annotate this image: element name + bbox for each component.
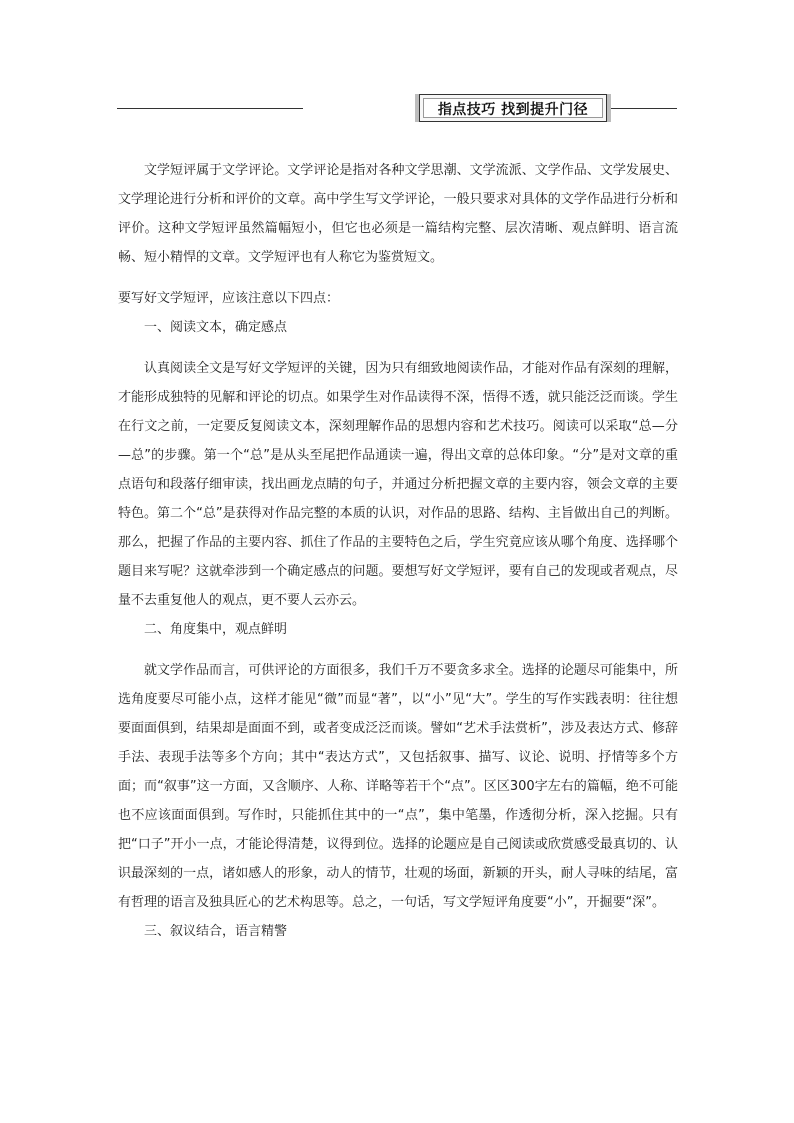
section-heading-2: 二、角度集中，观点鲜明 [144, 622, 288, 637]
document-body [118, 156, 678, 946]
header-title-box [419, 94, 607, 122]
header-title: 指点技巧 找到提升门径 [437, 102, 589, 118]
section-body-2: 就文学作品而言，可供评论的方面很多，我们千万不要贪多求全。选择的论题尽可能集中，所选角度要尽可能小点，这样才能见“微”而显“著”，以“小”见“大”。学生的写作实践表明：往往想要面面俱到，结果却是面面不到，或者变成泛泛而谈。譬如“艺术手法赏析”，涉及表达方式、修辞手法、表现手法等多个方向；其中“表达方式”，又包括叙事、描写、议论、说明、抒情等多个方面；而“叙事”这一方面，又含顺序、人称、详略等若干个“点”。区区300字左右的篇幅，绝不可能也不应该面面俱到。写作时，只能抓住其中的一“点”，集中笔墨，作透彻分析，深入挖掘。只有把“口子”开小一点，才能论得清楚，议得到位。选择的论题应是自己阅读或欣赏感受最真切的、认识最深刻的一点，诸如感人的形象，动人的情节，壮观的场面，新颖的开头，耐人寻味的结尾，富有哲理的语言及独具匠心的艺术构思等。总之，一句话，写文学短评角度要“小”，开掘要“深”。 [118, 663, 678, 910]
section-body-1: 认真阅读全文是写好文学短评的关键，因为只有细致地阅读作品，才能对作品有深刻的理解，才能形成独特的见解和评论的切点。如果学生对作品读得不深，悟得不透，就只能泛泛而谈。学生在行文之前，一定要反复阅读文本，深刻理解作品的思想内容和艺术技巧。阅读可以采取“总—分—总”的步骤。第一个“总”是从头至尾把作品通读一遍，得出文章的总体印象。“分”是对文章的重点语句和段落仔细审读，找出画龙点睛的句子，并通过分析把握文章的主要内容，领会文章的主要特色。第二个“总”是获得对作品完整的本质的认识，对作品的思路、结构、主旨做出自己的判断。那么，把握了作品的主要内容、抓住了作品的主要特色之后，学生究竟应该从哪个角度、选择哪个题目来写呢？这就牵涉到一个确定感点的问题。要想写好文学短评，要有自己的发现或者观点，尽量不去重复他人的观点，更不要人云亦云。 [118, 361, 678, 608]
section-header [117, 94, 677, 122]
intro-lead-in: 要写好文学短评，应该注意以下四点： [118, 291, 340, 306]
intro-paragraph: 文学短评属于文学评论。文学评论是指对各种文学思潮、文学流派、文学作品、文学发展史、文学理论进行分析和评价的文章。高中学生写文学评论，一般只要求对具体的文学作品进行分析和评价。这种文学短评虽然篇幅短小，但它也必须是一篇结构完整、层次清晰、观点鲜明、语言流畅、短小精悍的文章。文学短评也有人称它为鉴赏短文。 [118, 163, 678, 265]
section-heading-3: 三、叙议结合，语言精警 [144, 924, 288, 939]
header-rule-left [117, 108, 303, 109]
section-heading-1: 一、阅读文本，确定感点 [144, 320, 288, 335]
